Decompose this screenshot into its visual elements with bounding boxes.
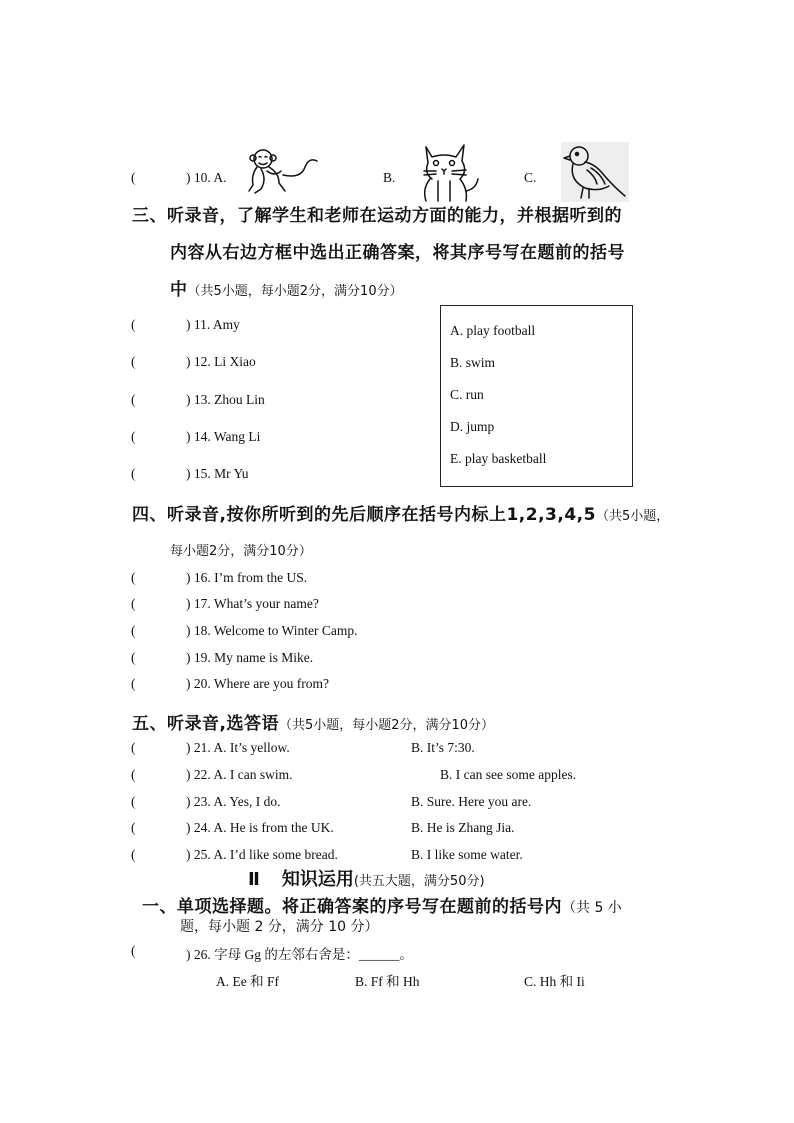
section3-title-bold: 中 [170,280,188,300]
q26-blank: ______ [358,947,400,962]
q21-paren: ( [131,740,136,755]
section5-title-bold: 五、听录音,选答语 [132,714,279,734]
section5-title-small: （共5小题，每小题2分，满分10分） [278,718,495,733]
q26-option-b: B. Ff 和 Hh [355,974,420,989]
part2-section1-title-line2: 题，每小题 2 分，满分 10 分） [180,919,379,935]
q26-option-c: C. Hh 和 Ii [524,974,585,989]
box-option-d: D. jump [450,419,495,434]
part2-section1-title-line1 [142,892,622,917]
box-option-b: B. swim [450,355,496,370]
q26-option-a: A. Ee 和 Ff [216,974,279,989]
q14-text: ) 14. Wang Li [186,429,261,444]
part2-title: 知识运用 [281,869,354,890]
q13-paren: ( [131,392,136,407]
q11-text: ) 11. Amy [186,317,240,332]
section3-title-line1: 三、听录音，了解学生和老师在运动方面的能力，并根据听到的 [132,206,622,226]
q15-paren: ( [131,466,136,481]
section5-title [132,709,494,734]
q14-paren: ( [131,429,136,444]
q18-text: ) 18. Welcome to Winter Camp. [186,623,358,638]
q20-text: ) 20. Where are you from? [186,676,329,691]
part2-subtitle: (共五大题，满分50分) [353,874,485,889]
q13-text: ) 13. Zhou Lin [186,392,265,407]
part2-roman: Ⅱ [248,869,260,890]
q22-option-a: ) 22. A. I can swim. [186,767,293,782]
part2-section1-title-bold: 一、单项选择题。将正确答案的序号写在题前的括号内 [142,897,562,917]
q26-question: ) 26. 字母 Gg 的左邻右舍是： [186,947,359,962]
q19-paren: ( [131,650,136,665]
section3-title-line2: 内容从右边方框中选出正确答案，将其序号写在题前的括号 [170,243,625,263]
q24-paren: ( [131,820,136,835]
box-option-a: A. play football [450,323,536,338]
q22-paren: ( [131,767,136,782]
part2-section1-title-small: （共 5 小 [562,900,622,916]
q12-paren: ( [131,354,136,369]
q19-text: ) 19. My name is Mike. [186,650,314,665]
q12-text: ) 12. Li Xiao [186,354,256,369]
section3-title-line3 [170,275,403,300]
bird-picture [561,142,629,202]
q25-paren: ( [131,847,136,862]
q10-option-a-label: 10. A. [193,170,227,185]
q10-paren-open: ( [131,170,136,185]
q18-paren: ( [131,623,136,638]
q26-end: 。 [399,947,413,962]
q16-paren: ( [131,570,136,585]
q10-paren-close: ) [186,170,191,185]
q26-text [186,943,413,963]
q16-text: ) 16. I’m from the US. [186,570,308,585]
q21-option-b: B. It’s 7:30. [411,740,475,755]
q21-option-a: ) 21. A. It’s yellow. [186,740,290,755]
section3-title-small: （共5小题，每小题2分，满分10分） [187,284,403,299]
bird-icon [561,142,629,202]
q24-option-b: B. He is Zhang Jia. [411,820,515,835]
section4-title-line1 [132,500,669,525]
box-option-c: C. run [450,387,484,402]
monkey-icon [243,145,321,195]
q23-paren: ( [131,794,136,809]
q25-option-b: B. I like some water. [411,847,523,862]
q23-option-b: B. Sure. Here you are. [411,794,532,809]
q24-option-a: ) 24. A. He is from the UK. [186,820,334,835]
box-option-e: E. play basketball [450,451,547,466]
q11-paren: ( [131,317,136,332]
q17-text: ) 17. What’s your name? [186,596,319,611]
section4-title-line2: 每小题2分，满分10分） [170,544,312,559]
answer-options-box [440,305,633,487]
q23-option-a: ) 23. A. Yes, I do. [186,794,281,809]
q10-number [186,170,227,186]
section4-title-bold: 四、听录音,按你所听到的先后顺序在括号内标上1,2,3,4,5 [132,505,596,525]
q25-option-a: ) 25. A. I’d like some bread. [186,847,338,862]
q15-text: ) 15. Mr Yu [186,466,249,481]
q10-option-b-label: B. [383,170,396,185]
cat-icon [416,141,482,203]
q10-option-c-label: C. [524,170,537,185]
q20-paren: ( [131,676,136,691]
q26-paren: ( [131,943,136,958]
section4-title-small: （共5小题， [595,509,670,524]
part2-heading [248,865,485,891]
q22-option-b: B. I can see some apples. [440,767,577,782]
q17-paren: ( [131,596,136,611]
